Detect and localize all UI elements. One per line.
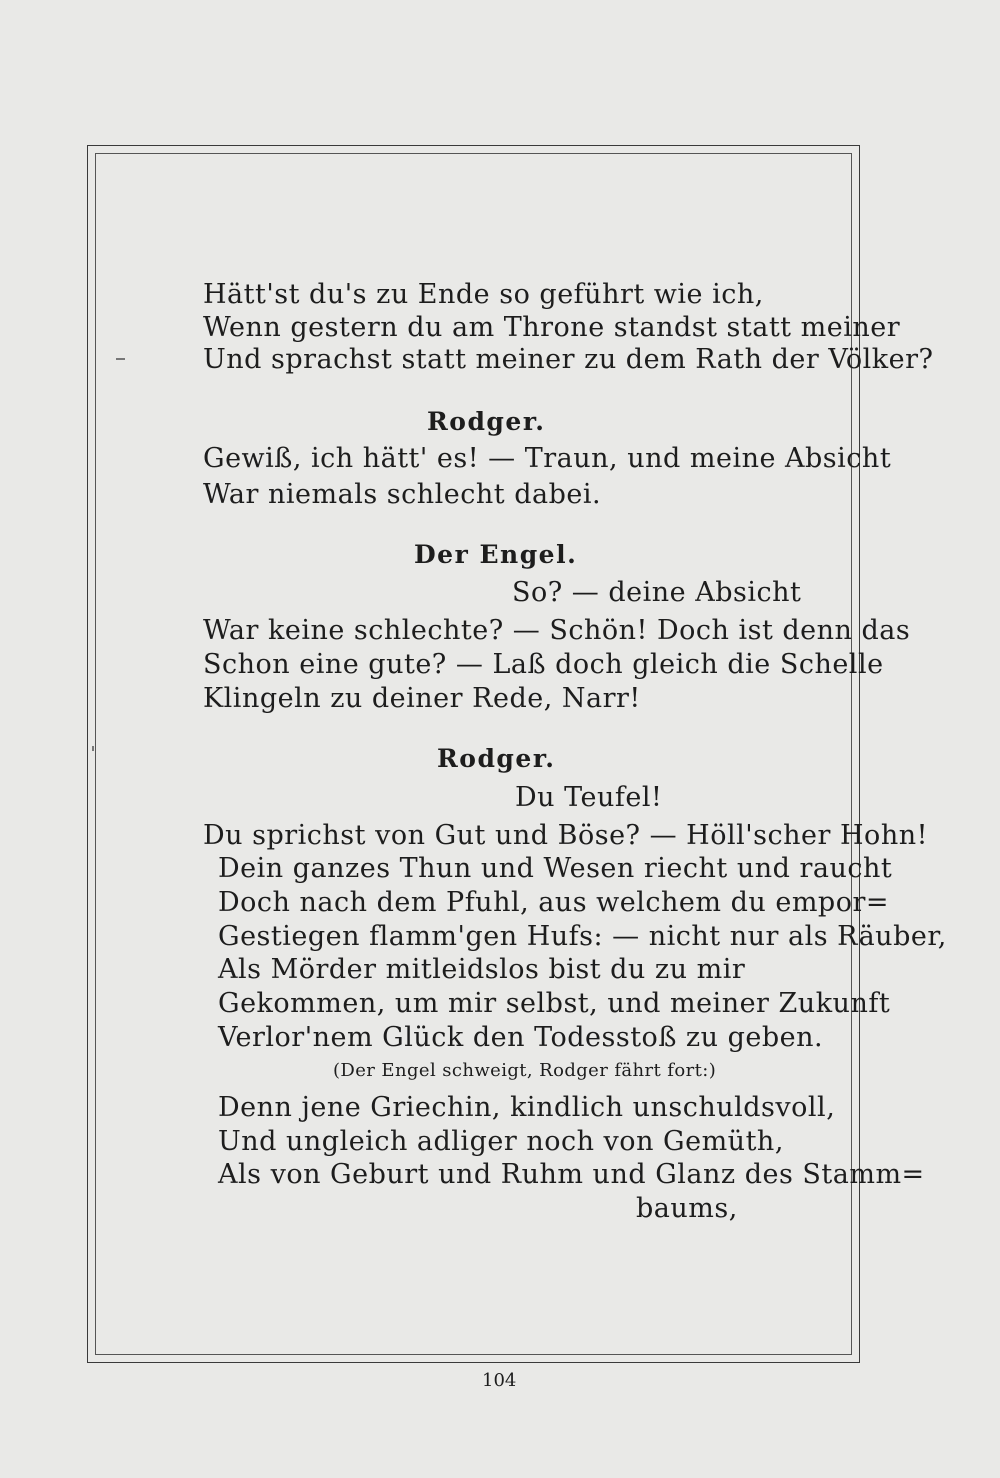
- verse-line: Dein ganzes Thun und Wesen riecht und raucht: [218, 853, 893, 884]
- verse-line: Denn jene Griechin, kindlich unschuldsvoll,: [218, 1092, 836, 1123]
- verse-line: War niemals schlecht dabei.: [203, 479, 602, 510]
- verse-line: So? — deine Absicht: [512, 577, 802, 608]
- margin-mark: [116, 358, 125, 360]
- speaker-name: Rodger.: [437, 744, 556, 773]
- verse-line: Du sprichst von Gut und Böse? — Höll'scher Hohn!: [203, 820, 928, 851]
- verse-line: Als von Geburt und Ruhm und Glanz des Stamm=: [218, 1159, 925, 1190]
- verse-line: Und sprachst statt meiner zu dem Rath der Völker?: [203, 344, 934, 375]
- verse-line: Doch nach dem Pfuhl, aus welchem du empor=: [218, 887, 889, 918]
- margin-mark: [92, 746, 94, 751]
- verse-line: Hätt'st du's zu Ende so geführt wie ich,: [203, 279, 764, 310]
- verse-line: baums,: [636, 1193, 738, 1224]
- verse-line: War keine schlechte? — Schön! Doch ist denn das: [203, 615, 911, 646]
- speaker-name: Rodger.: [427, 407, 546, 436]
- verse-line: Gewiß, ich hätt' es! — Traun, und meine Absicht: [203, 443, 892, 474]
- verse-line: Gekommen, um mir selbst, und meiner Zukunft: [218, 988, 891, 1019]
- verse-line: Wenn gestern du am Throne standst statt meiner: [203, 312, 901, 343]
- verse-line: Und ungleich adliger noch von Gemüth,: [218, 1126, 784, 1157]
- verse-line: Klingeln zu deiner Rede, Narr!: [203, 683, 641, 714]
- stage-direction: (Der Engel schweigt, Rodger fährt fort:): [333, 1060, 717, 1081]
- page-number: 104: [482, 1370, 517, 1391]
- verse-line: Gestiegen flamm'gen Hufs: — nicht nur als Räuber,: [218, 921, 947, 952]
- verse-line: Verlor'nem Glück den Todesstoß zu geben.: [218, 1022, 824, 1053]
- verse-line: Du Teufel!: [515, 782, 663, 813]
- speaker-name: Der Engel.: [414, 540, 578, 569]
- verse-line: Als Mörder mitleidslos bist du zu mir: [218, 954, 746, 985]
- verse-line: Schon eine gute? — Laß doch gleich die Schelle: [203, 649, 884, 680]
